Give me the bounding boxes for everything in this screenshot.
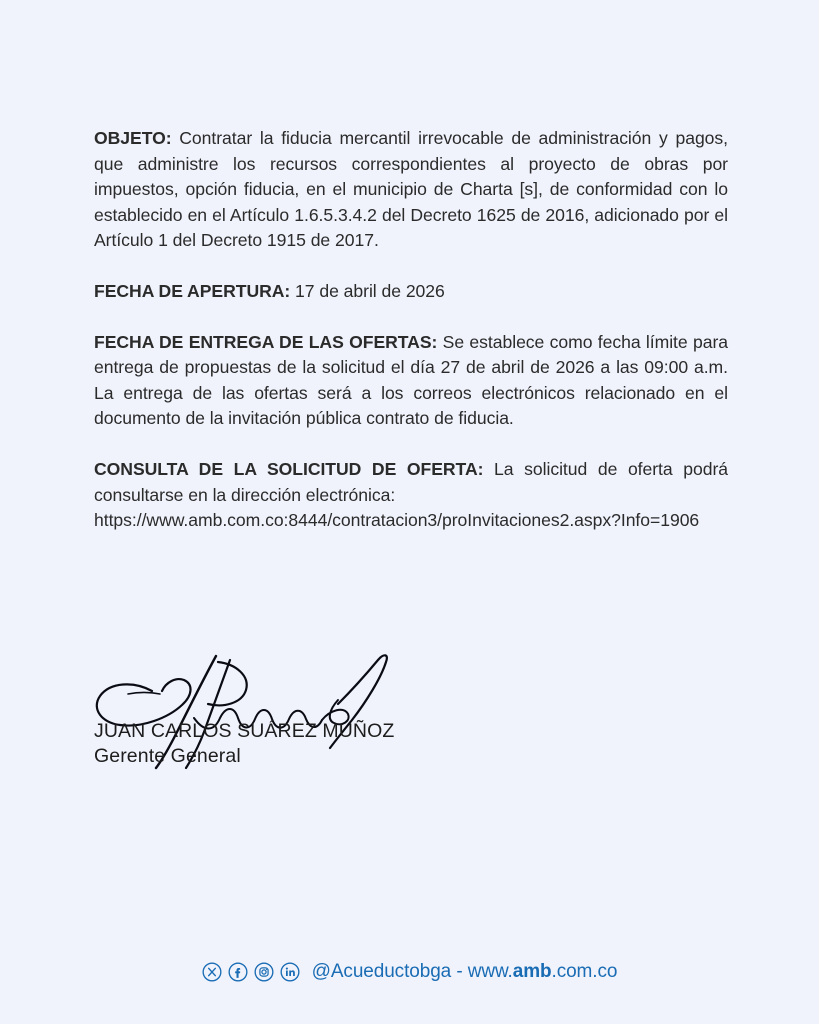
paragraph-fecha-entrega-lead: FECHA DE ENTREGA DE LAS OFERTAS: <box>94 331 438 352</box>
signatory-title: Gerente General <box>94 745 241 767</box>
paragraph-fecha-apertura-text: 17 de abril de 2026 <box>290 280 445 301</box>
paragraph-fecha-apertura <box>94 279 728 305</box>
footer-contact[interactable] <box>312 960 618 984</box>
paragraph-consulta-solicitud <box>94 457 728 508</box>
paragraph-objeto-text: Contratar la fiducia mercantil irrevocable de administración y pagos, que administre los recursos correspondientes al proyecto de obras por impuestos, opción fiducia, en el municipio de Charta [s], de conformidad con lo establecido en el Artículo 1.6.5.3.4.2 del Decreto 1625 de 2016, adicionado por el Artículo 1 del Decreto 1915 de 2017. <box>94 128 728 251</box>
paragraph-fecha-apertura-lead: FECHA DE APERTURA: <box>94 280 291 301</box>
footer-website-suffix: .com.co <box>551 961 618 982</box>
paragraph-objeto-lead: OBJETO: <box>94 128 172 148</box>
page-footer <box>0 952 819 992</box>
signatory-name: JUAN CARLOS SUÁREZ MUÑOZ <box>94 720 395 742</box>
paragraph-consulta-lead: CONSULTA DE LA SOLICITUD DE OFERTA: <box>94 458 484 479</box>
footer-website-prefix: www. <box>467 961 513 982</box>
solicitud-url[interactable]: https://www.amb.com.co:8444/contratacion3/proInvitaciones2.aspx?Info=1906 <box>94 510 700 531</box>
instagram-icon[interactable] <box>254 962 274 982</box>
facebook-icon[interactable] <box>228 962 248 982</box>
document-body <box>94 126 728 534</box>
x-twitter-icon[interactable] <box>202 962 222 982</box>
paragraph-fecha-entrega <box>94 330 728 432</box>
paragraph-fecha-entrega-text: Se establece como fecha límite para entrega de propuestas de la solicitud el día 27 de abril de 2026 a las 09:00 a.m. La entrega de las ofertas será a los correos electrónicos relacionado en el documento de la invitación pública contrato de fiducia. <box>94 331 728 429</box>
linkedin-icon[interactable] <box>280 962 300 982</box>
paragraph-objeto <box>94 126 728 254</box>
footer-website-brand: amb <box>512 961 552 982</box>
footer-handle: @Acueductobga <box>311 961 452 982</box>
paragraph-consulta-text: La solicitud de oferta podrá consultarse en la dirección electrónica: <box>94 458 728 505</box>
social-links <box>202 962 300 982</box>
footer-separator: - <box>451 961 468 982</box>
